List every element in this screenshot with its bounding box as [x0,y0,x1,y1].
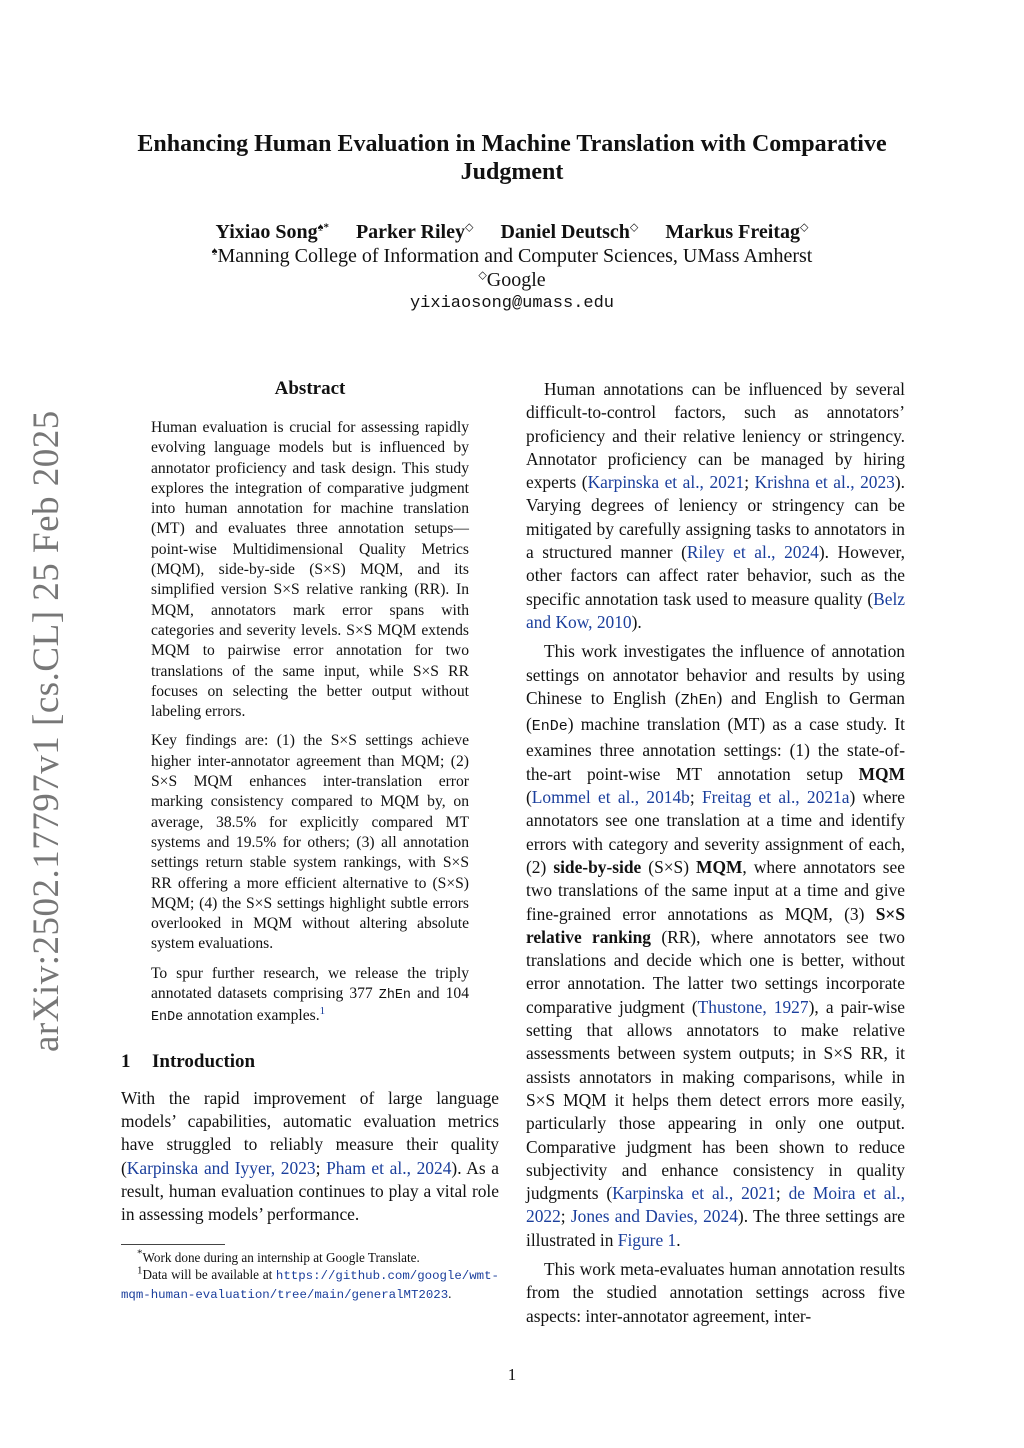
body-paragraph-2: This work investigates the influence of annotation settings on annotator behavior and results by using Chinese to English (ZhEn) and English to German (EnDe) machine translation (MT) as a case study. It examines three annotation settings: (1) the state-of-the-art point-wise MT annotation setup MQM (Lommel et al., 2014b; Freitag et al., 2021a) where annotators see one translation at a time and identify errors with category and severity assignment of each, (2) side-by-side (S×S) MQM, where annotators see two translations of the same input at a time and give fine-grained error annotations as MQM, (3) S×S relative ranking (RR), where annotators see two translations and decide which one is better, without error annotation. The latter two settings incorporate comparative judgment (Thustone, 1927), a pair-wise setting that allows annotators to make relative assessments between system outputs; in S×S RR, it assists annotators in making comparisons, while in S×S MQM it helps them detect errors more easily, particularly those appearing in only one output. Comparative judgment has been shown to reduce subjectivity and enhance consistency in quality judgments (Karpinska et al., 2021; de Moira et al., 2022; Jones and Davies, 2024). The three settings are illustrated in Figure 1. [526,641,906,1250]
dataset-url-link[interactable]: https://github.com/google/wmt-mqm-human-evaluation/tree/main/generalMT2023 [121,1269,499,1303]
footnote-2: $^1$Data will be available at https://github.com/google/wmt-mqm-human-evaluation/tree/main/generalMT2023. [121,1265,499,1303]
citation-link[interactable]: Karpinska and Iyyer, 2023 [126,1157,316,1178]
author: Yixiao Song♠* [215,221,329,243]
body-paragraph-1: Human annotations can be influenced by several difficult-to-control factors, such as annotators’ proficiency and their relative leniency or stringency. Annotator proficiency can be managed by hiring experts (Karpinska et al., 2021; Krishna et al., 2023). Varying degrees of leniency or stringency can be mitigated by carefully assigning tasks to annotators in a structured manner (Riley et al., 2024). However, other factors can affect rater behavior, such as the specific annotation task used to measure quality (Belz and Kow, 2010). [526,379,906,632]
citation-link[interactable]: Freitag et al., 2021a [702,787,850,808]
citation-link[interactable]: Karpinska et al., 2021 [587,472,745,493]
abstract-heading: Abstract [274,378,346,399]
abstract-paragraph-2: Key findings are: (1) the S×S settings achieve higher inter-annotator agreement than MQM; (2) S×S MQM enhances inter-translation error marking consistency compared to MQM by, on average, 38.5% for explicitly compared MT systems and 19.5% for others; (3) all annotation settings return stable system rankings, with S×S RR offering a more efficient alternative to (S×S) MQM; (4) the S×S settings highlight subtle errors overlooked in MQM without altering absolute system evaluations. [151,732,469,953]
abstract [121,378,499,1029]
citation-link[interactable]: Pham et al., 2024 [326,1157,452,1178]
affiliation-google: ◇Google [478,269,546,291]
right-column [526,378,905,1328]
citation-link[interactable]: de Moira et al., 2022 [526,1183,905,1227]
citation-link[interactable]: Lommel et al., 2014b [531,787,690,808]
body-paragraph-3: This work meta-evaluates human annotation results from the studied annotation settings across five aspects: inter-annotator agreement, inter- [526,1258,905,1326]
citation-link[interactable]: Jones and Davies, 2024 [570,1206,738,1227]
citation-link[interactable]: Belz and Kow, 2010 [526,588,905,632]
footnote-divider [121,1244,225,1245]
footnote-link[interactable]: 1 [319,1005,326,1018]
citation-link[interactable]: Karpinska et al., 2021 [612,1183,776,1204]
abstract-paragraph-1: Human evaluation is crucial for assessing rapidly evolving language models but is influenced by annotator proficiency and task design. This study explores the integration of comparative judgment into human annotation for machine translation (MT) and evaluates three annotation setups—point-wise Multidimensional Quality Metrics (MQM), side-by-side (S×S) MQM, and its simplified version S×S relative ranking (RR). In MQM, annotators mark error spans with categories and severity levels. S×S MQM extends MQM to pairwise error annotation for two translations of the same input, while S×S RR focuses on selecting the better output without labeling errors. [151,419,469,721]
affiliation-umass: ♠Manning College of Information and Computer Sciences, UMass Amherst [211,245,813,267]
citation-link[interactable]: Thustone, 1927 [697,996,809,1017]
arxiv-identifier: arXiv:2502.17797v1 [cs.CL] 25 Feb 2025 [26,410,67,1052]
author: Daniel Deutsch◇ [500,221,639,243]
figure-reference-link[interactable]: Figure 1 [617,1229,677,1250]
author-block [110,220,914,316]
page-number: 1 [507,1365,517,1384]
citation-link[interactable]: Riley et al., 2024 [686,542,819,563]
footnote-1: *Work done during an internship at Google Translate. [137,1248,420,1266]
author: Markus Freitag◇ [665,221,809,243]
author-email[interactable]: yixiaosong@umass.edu [409,294,615,313]
left-column [121,378,499,1304]
paper-title: Enhancing Human Evaluation in Machine Translation with Comparative Judgment [137,131,887,185]
section-heading-introduction: 1 Introduction [121,1050,256,1072]
abstract-paragraph-3: To spur further research, we release the triply annotated datasets comprising 377 ZhEn and 104 EnDe annotation examples.$^1$ [151,964,469,1026]
citation-link[interactable]: Krishna et al., 2023 [754,472,895,493]
author-names [110,220,914,244]
author: Parker Riley◇ [355,221,474,243]
intro-paragraph-1: With the rapid improvement of large language models’ capabilities, automatic evaluation metrics have struggled to reliably measure their quality (Karpinska and Iyyer, 2023; Pham et al., 2024). As a result, human evaluation continues to play a vital role in assessing models’ performance. [121,1087,500,1225]
